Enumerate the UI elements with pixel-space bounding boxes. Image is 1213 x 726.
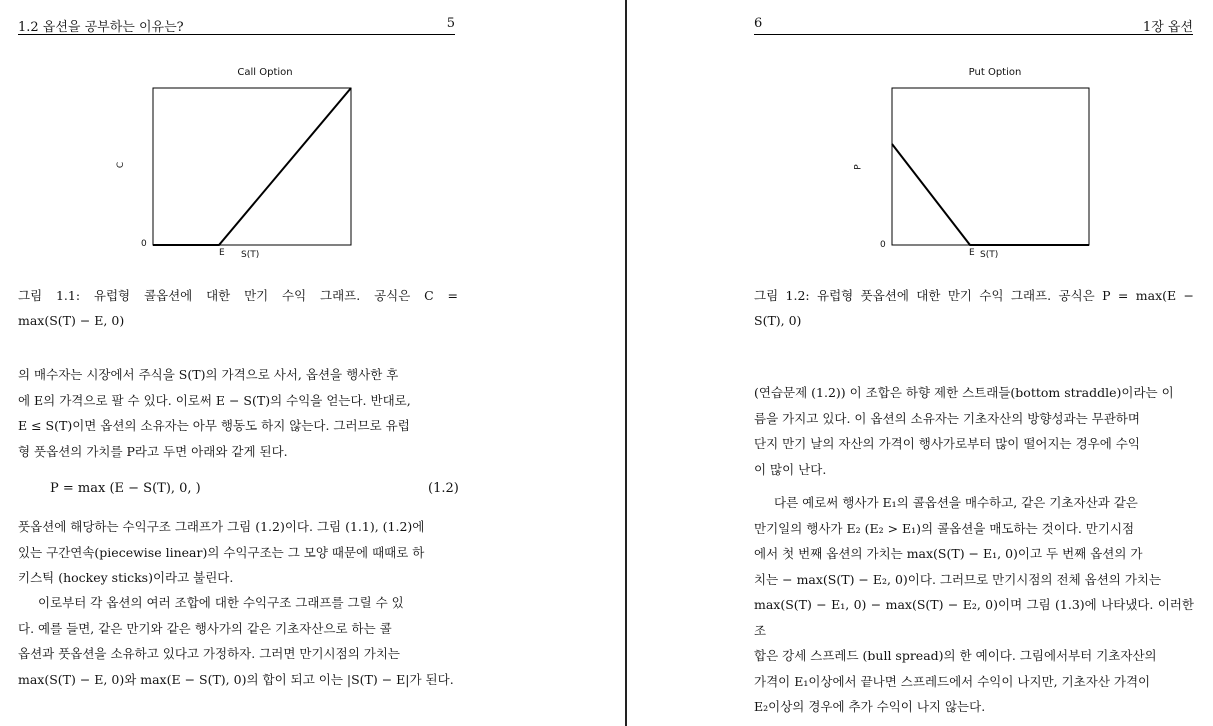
text-line: 름을 가지고 있다. 이 옵션의 소유자는 기초자산의 방향성과는 무관하며 xyxy=(754,410,1140,426)
text-line: 다른 예로써 행사가 E₁의 콜옵션을 매수하고, 같은 기초자산과 같은 xyxy=(774,495,1138,510)
figure-caption xyxy=(754,283,1194,333)
y-axis-label: C xyxy=(116,161,127,169)
caption-line: 그림 1.2: 유럽형 풋옵션에 대한 만기 수익 그래프. 공식은 P = max(E − xyxy=(754,288,1194,303)
text-line: 키스틱 (hockey sticks)이라고 불린다. xyxy=(18,570,234,585)
text-line: E ≤ S(T)이면 옵션의 소유자는 아무 행동도 하지 않는다. 그러므로 유럽 xyxy=(18,418,410,433)
paragraph xyxy=(18,590,458,692)
text-line: 풋옵션에 해당하는 수익구조 그래프가 그림 (1.2)이다. 그림 (1.1), (1.2)에 xyxy=(18,519,425,534)
strike-label: E xyxy=(219,248,225,258)
chart-title: Put Option xyxy=(968,67,1022,78)
equation-number: (1.2) xyxy=(428,481,459,496)
figure-caption xyxy=(18,283,458,333)
text-line: max(S(T) − E, 0)와 max(E − S(T), 0)의 합이 되고 이는 |S(T) − E|가 된다. xyxy=(18,671,454,687)
payoff-line xyxy=(153,88,351,245)
text-line: (연습문제 (1.2)) 이 조합은 하향 제한 스트래들(bottom straddle)이라는 이 xyxy=(754,385,1174,400)
page-number: 6 xyxy=(754,16,763,31)
text-line: 에 E의 가격으로 팔 수 있다. 이로써 E − S(T)의 수익을 얻는다. 반대로, xyxy=(18,392,411,408)
text-line: 단지 만기 날의 자산의 가격이 행사가로부터 많이 떨어지는 경우에 수익 xyxy=(754,436,1140,451)
text-line: 형 풋옵션의 가치를 P라고 두면 아래와 같게 된다. xyxy=(18,443,288,459)
paragraph xyxy=(754,380,1194,482)
y-axis-label: P xyxy=(853,164,864,170)
text-line: 합은 강세 스프레드 (bull spread)의 한 예이다. 그림에서부터 기초자산의 xyxy=(754,648,1157,663)
paragraph xyxy=(18,362,458,464)
text-line: 옵션과 풋옵션을 소유하고 있다고 가정하자. 그러면 만기시점의 가치는 xyxy=(18,646,400,661)
header-chapter-title: 1장 옵션 xyxy=(1142,20,1193,35)
running-header xyxy=(754,16,1193,35)
header-section-title: 1.2 옵션을 공부하는 이유는? xyxy=(18,20,184,35)
text-line: 다. 예를 들면, 같은 만기와 같은 행사가의 같은 기초자산으로 하는 콜 xyxy=(18,620,392,636)
text-line: E₂이상의 경우에 추가 수익이 나지 않는다. xyxy=(754,699,986,714)
strike-label: E xyxy=(969,248,975,258)
text-line: 만기일의 행사가 E₂ (E₂ > E₁)의 콜옵션을 매도하는 것이다. 만기시점 xyxy=(754,520,1135,536)
origin-label: 0 xyxy=(141,239,147,249)
paragraph xyxy=(18,514,458,591)
caption-line: S(T), 0) xyxy=(754,313,802,328)
caption-line: max(S(T) − E, 0) xyxy=(18,313,125,328)
text-line: 에서 첫 번째 옵션의 가치는 max(S(T) − E₁, 0)이고 두 번째 옵션의 가 xyxy=(754,546,1143,561)
call-option-plot xyxy=(110,60,370,270)
payoff-line xyxy=(892,144,1089,245)
text-line: 의 매수자는 시장에서 주식을 S(T)의 가격으로 사서, 옵션을 행사한 후 xyxy=(18,367,399,382)
text-line: max(S(T) − E₁, 0) − max(S(T) − E₂, 0)이며 그림 (1.3)에 나타냈다. 이러한 조 xyxy=(754,597,1194,638)
plot-frame xyxy=(153,88,351,245)
x-axis-label: S(T) xyxy=(980,250,999,260)
put-option-plot xyxy=(848,60,1108,270)
text-line: 가격이 E₁이상에서 끝나면 스프레드에서 수익이 나지만, 기초자산 가격이 xyxy=(754,673,1151,689)
plot-frame xyxy=(892,88,1089,245)
text-line: 치는 − max(S(T) − E₂, 0)이다. 그러므로 만기시점의 전체 옵션의 가치는 xyxy=(754,571,1162,587)
origin-label: 0 xyxy=(880,240,886,250)
text-line: 있는 구간연속(piecewise linear)의 수익구조는 그 모양 때문에 때때로 하 xyxy=(18,544,425,560)
running-header xyxy=(18,16,455,35)
chart-title: Call Option xyxy=(237,67,293,78)
right-page xyxy=(628,0,1213,726)
x-axis-label: S(T) xyxy=(241,250,260,260)
paragraph xyxy=(754,490,1194,720)
equation: P = max (E − S(T), 0, ) xyxy=(50,481,201,496)
caption-line: 그림 1.1: 유럽형 콜옵션에 대한 만기 수익 그래프. 공식은 C = xyxy=(18,288,458,303)
call-option-chart xyxy=(110,60,370,270)
put-option-chart xyxy=(848,60,1108,270)
page-number: 5 xyxy=(446,16,455,31)
text-line: 이로부터 각 옵션의 여러 조합에 대한 수익구조 그래프를 그릴 수 있 xyxy=(38,595,404,610)
text-line: 이 많이 난다. xyxy=(754,461,827,477)
